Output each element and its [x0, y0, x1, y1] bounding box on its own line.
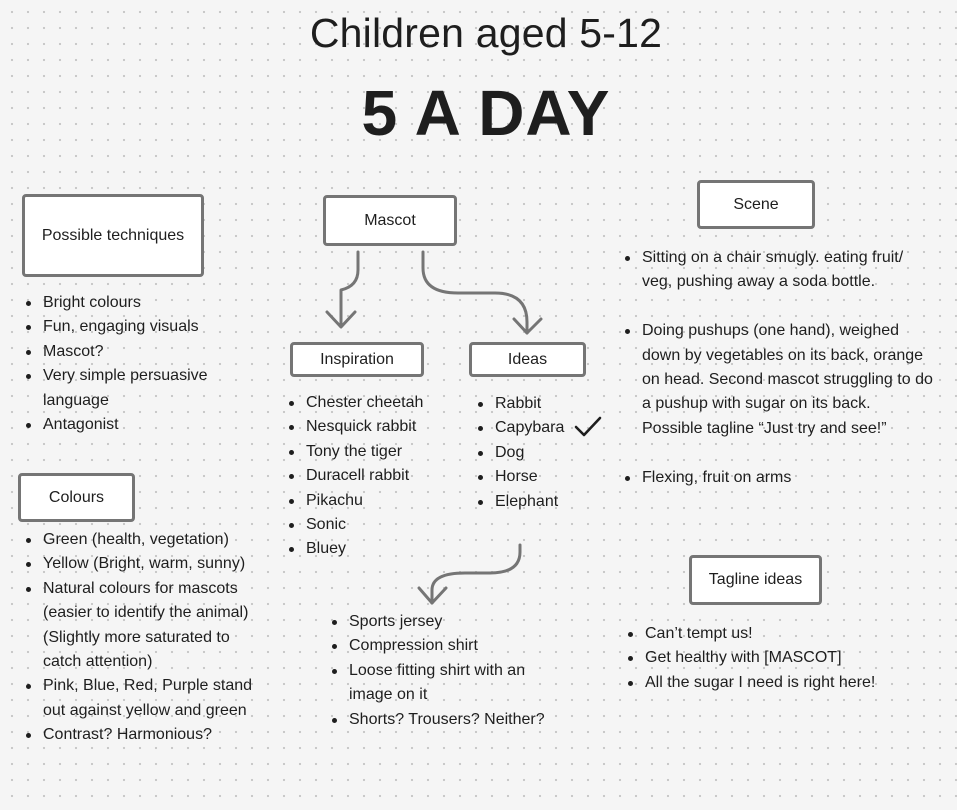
list-item: Doing pushups (one hand), weighed down by vegetables on its back, orange on head. Second mascot struggling to do a pushup with sugar on its back. Possible tagline “Just try and see!” [621, 319, 933, 441]
list-item: Very simple persuasive language [22, 364, 222, 413]
colours-box[interactable]: Colours [18, 473, 135, 522]
list-item: Can’t tempt us! [624, 622, 924, 646]
list-item: Fun, engaging visuals [22, 315, 222, 339]
list-item: Antagonist [22, 413, 222, 437]
list-item: All the sugar I need is right here! [624, 671, 924, 695]
tagline-box[interactable]: Tagline ideas [689, 555, 822, 605]
board-heading: 5 A DAY [361, 77, 611, 149]
list-item: Green (health, vegetation) [22, 528, 267, 552]
list-item: Loose fitting shirt with an image on it [328, 659, 553, 708]
list-item: Compression shirt [328, 634, 553, 658]
list-item: Sitting on a chair smugly. eating fruit/ veg, pushing away a soda bottle. [621, 246, 933, 295]
list-item: Horse [474, 465, 594, 489]
scene-box[interactable]: Scene [697, 180, 815, 229]
checkmark-icon [574, 415, 602, 439]
colours-list [22, 528, 267, 748]
list-item: Natural colours for mascots (easier to identify the animal)(Slightly more saturated to catch attention) [22, 577, 267, 675]
list-item: Elephant [474, 490, 594, 514]
list-item: Flexing, fruit on arms [621, 466, 933, 490]
list-item: Tony the tiger [285, 440, 465, 464]
list-item: Pink, Blue, Red, Purple stand out against yellow and green [22, 674, 267, 723]
board-title: Children aged 5-12 [309, 10, 663, 56]
list-item: Sports jersey [328, 610, 553, 634]
list-item: Dog [474, 441, 594, 465]
arrow-mascot-to-inspiration [341, 252, 358, 326]
list-item: Shorts? Trousers? Neither? [328, 708, 553, 732]
tagline-list [624, 622, 924, 695]
techniques-box[interactable]: Possible techniques [22, 194, 204, 277]
inspiration-list [285, 391, 465, 562]
ideas-box[interactable]: Ideas [469, 342, 586, 377]
list-item: Sonic [285, 513, 465, 537]
list-item: Chester cheetah [285, 391, 465, 415]
list-item: Yellow (Bright, warm, sunny) [22, 552, 267, 576]
list-item: Get healthy with [MASCOT] [624, 646, 924, 670]
list-item: Duracell rabbit [285, 464, 465, 488]
list-item: Nesquick rabbit [285, 415, 465, 439]
list-item: Bluey [285, 537, 465, 561]
inspiration-box[interactable]: Inspiration [290, 342, 424, 377]
list-item: Mascot? [22, 340, 222, 364]
techniques-list [22, 291, 222, 437]
arrow-mascot-to-ideas [423, 252, 527, 333]
list-item: Bright colours [22, 291, 222, 315]
mascot-box[interactable]: Mascot [323, 195, 457, 246]
clothing-list [328, 610, 553, 732]
list-item: Contrast? Harmonious? [22, 723, 267, 747]
list-item-selected: Capybara [474, 416, 594, 440]
list-item: Pikachu [285, 489, 465, 513]
list-item: Rabbit [474, 392, 594, 416]
scene-list [621, 246, 933, 490]
ideas-list [474, 392, 594, 514]
